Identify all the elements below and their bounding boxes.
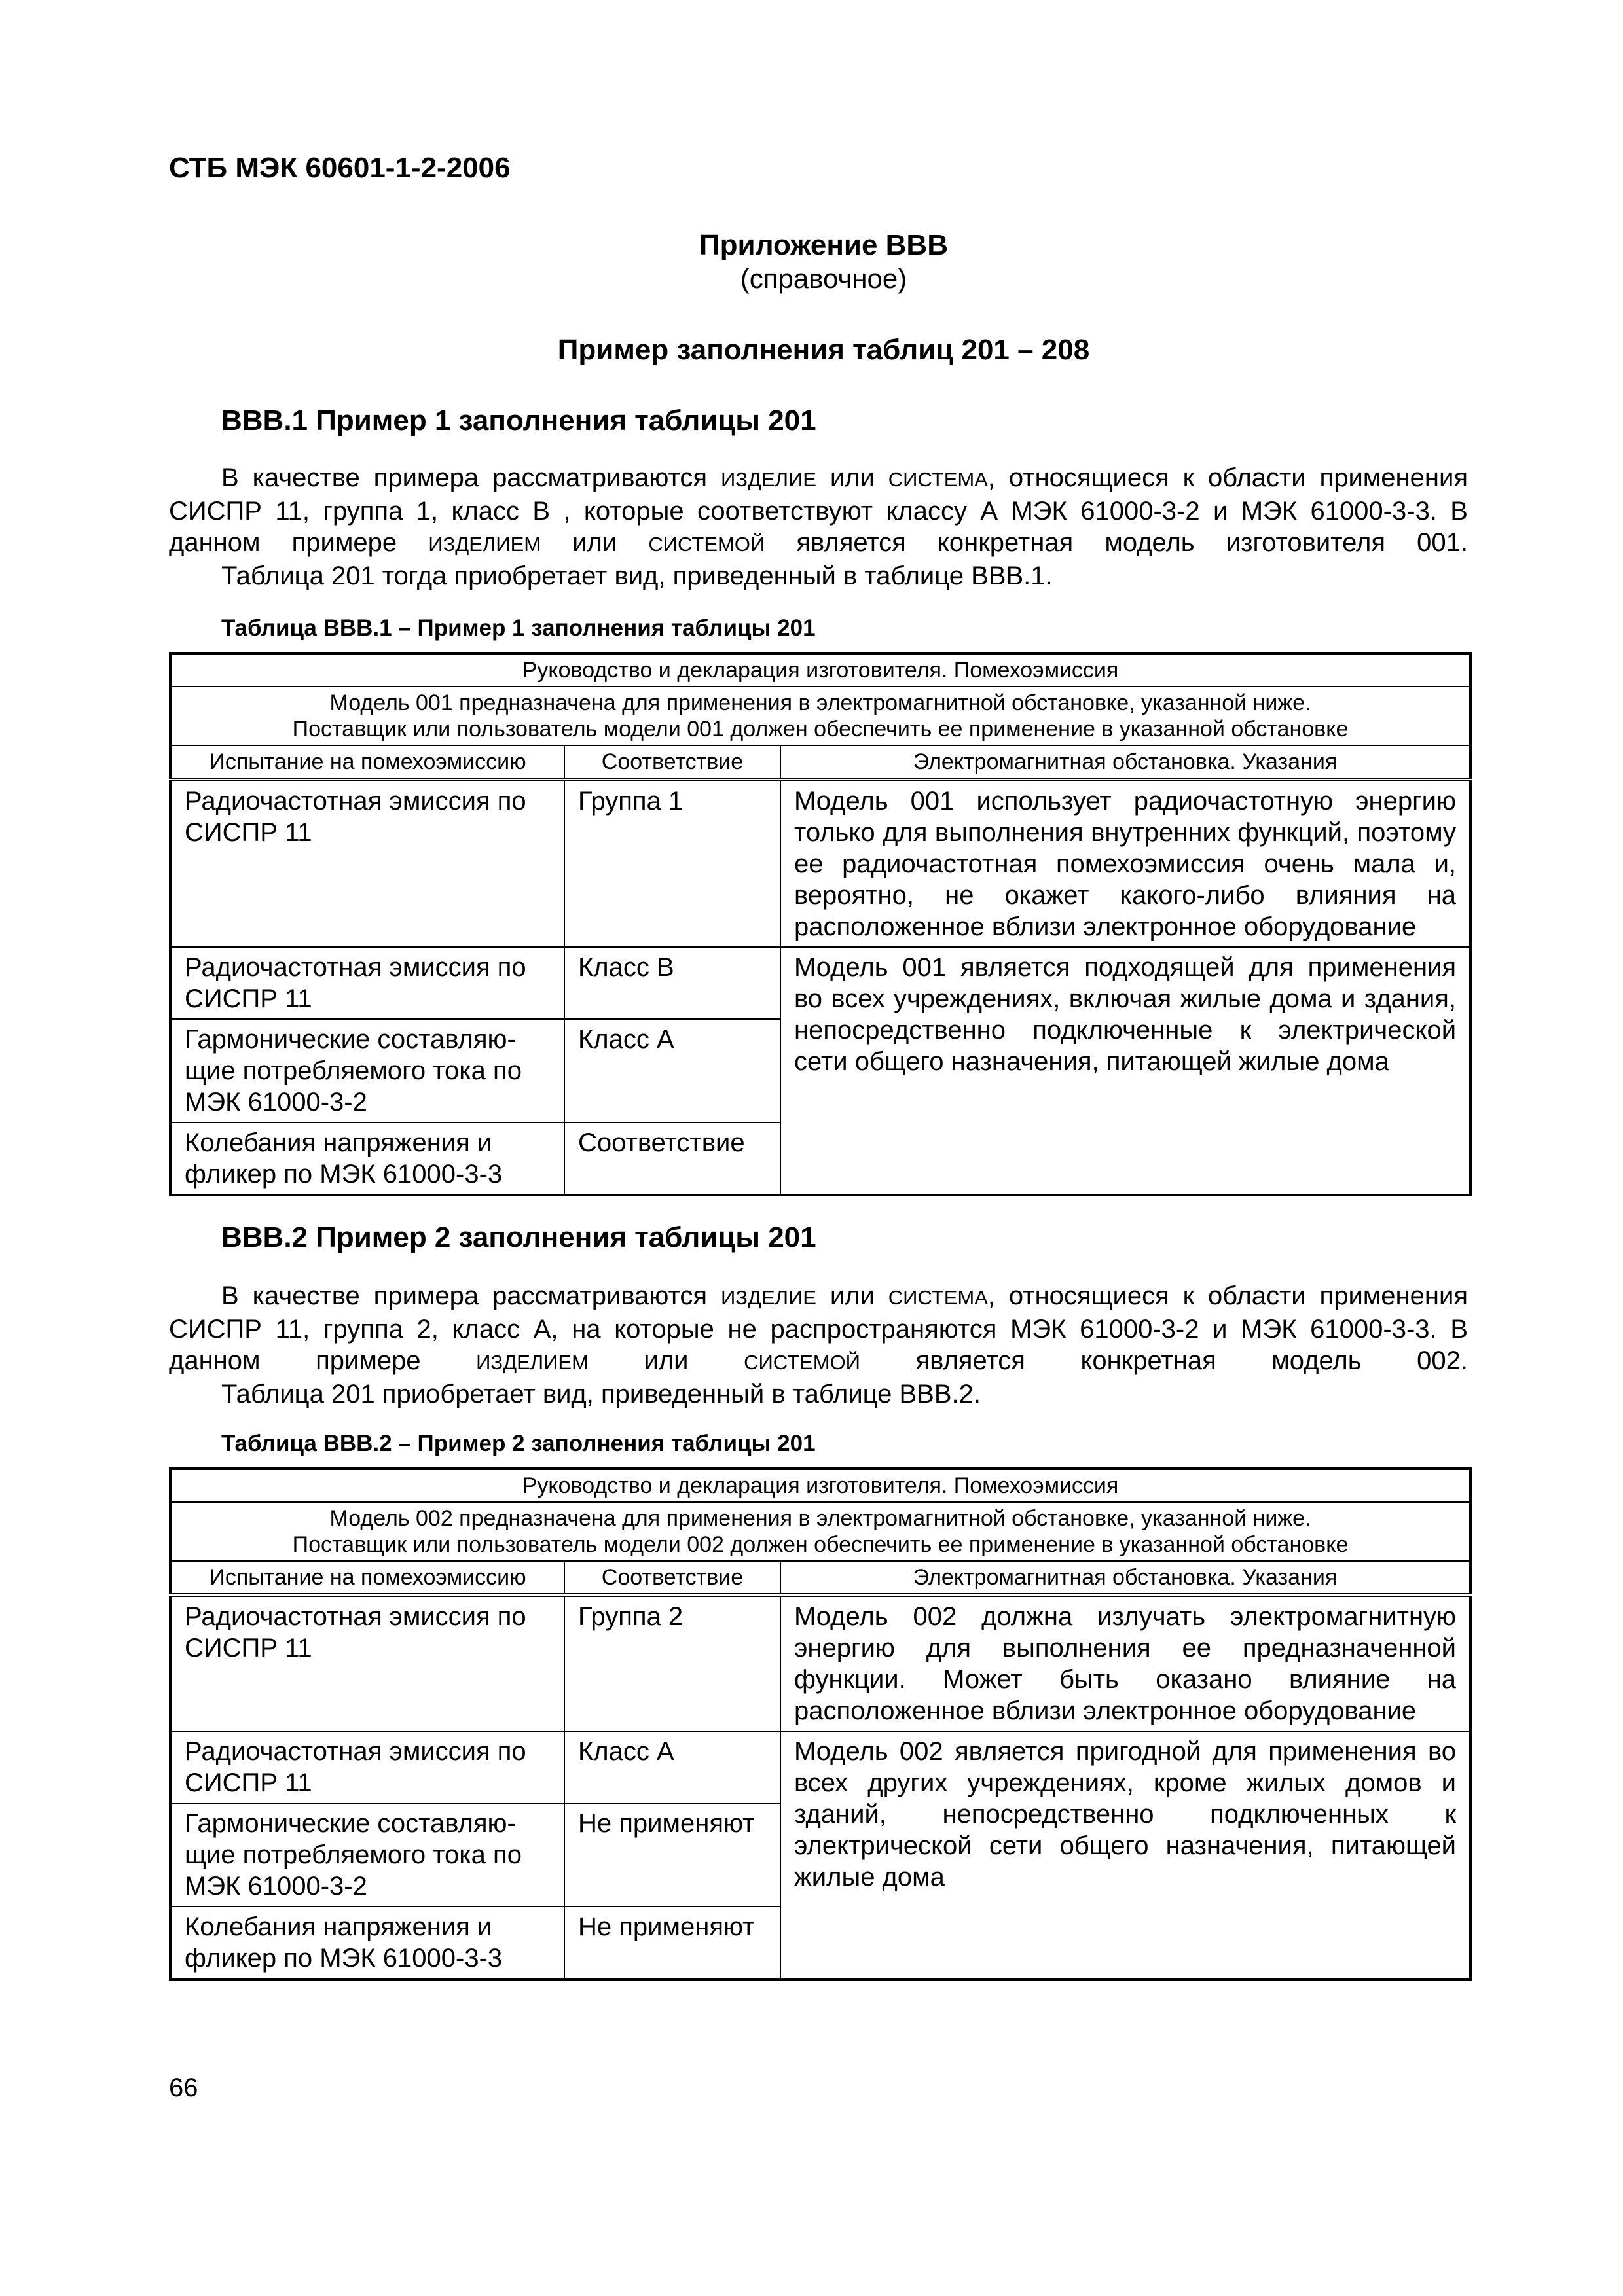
table-cell-compliance: Класс В: [564, 947, 780, 1019]
main-title: Пример заполнения таблиц 201 – 208: [557, 334, 1090, 366]
table-cell-test: Гармонические составляю-щие потребляемого тока по МЭК 61000-3-2: [170, 1019, 564, 1122]
appendix-subtitle: (справочное): [740, 263, 907, 294]
table-2-col-guidance: Электромагнитная обстановка. Указания: [780, 1561, 1470, 1595]
table-2-col-compliance: Соответствие: [564, 1561, 780, 1595]
table-1-col-test: Испытание на помехоэмиссию: [170, 745, 564, 780]
table-cell-compliance: Соответствие: [564, 1122, 780, 1195]
section-2-text: [169, 1280, 1468, 1410]
table-row: [170, 780, 1470, 947]
table-bbb-2: [169, 1467, 1472, 1981]
table-cell-test: Радиочастотная эмиссия по СИСПР 11: [170, 1731, 564, 1803]
table-row: [170, 1731, 1470, 1803]
section-2-paragraph: В качестве примера рассматриваются ИЗДЕЛИЕ или СИСТЕМА, относящиеся к области применения СИСПР 11, группа 2, класс А, на которые не распространяются МЭК 61000-3-2 и МЭК 61000-3-3. В данном примере ИЗДЕЛИЕМ или СИСТЕМОЙ является конкретная модель 002.: [169, 1282, 1468, 1375]
table-cell-guidance: Модель 002 должна излучать электромагнитную энергию для выполнения ее предназначенной функции. Может быть оказано влияние на расположенное вблизи электронное оборудование: [780, 1595, 1470, 1731]
section-2-paragraph-2: Таблица 201 приобретает вид, приведенный в таблице ВВВ.2.: [221, 1380, 981, 1408]
table-cell-test: Колебания напряжения и фликер по МЭК 61000-3-3: [170, 1122, 564, 1195]
table-cell-guidance: Модель 002 является пригодной для применения во всех других учреждениях, кроме жилых домов и зданий, непосредственно подключенных к электрической сети общего назначения, питающей жилые дома: [780, 1731, 1470, 1979]
table-row: [170, 947, 1470, 1019]
table-2-intro: Модель 002 предназначена для применения в электромагнитной обстановке, указанной ниже. Поставщик или пользователь модели 002 должен обеспечить ее применение в указанной обстановке: [170, 1502, 1470, 1561]
section-1-paragraph: В качестве примера рассматриваются ИЗДЕЛИЕ или СИСТЕМА, относящиеся к области применения СИСПР 11, группа 1, класс В , которые соответствуют классу А МЭК 61000-3-2 и МЭК 61000-3-3. В данном примере ИЗДЕЛИЕМ или СИСТЕМОЙ является конкретная модель изготовителя 001.: [169, 463, 1468, 557]
table-cell-compliance: Класс А: [564, 1731, 780, 1803]
table-2-title: Руководство и декларация изготовителя. Помехоэмиссия: [170, 1469, 1470, 1502]
page-number: 66: [169, 2073, 198, 2102]
table-cell-guidance: Модель 001 является подходящей для применения во всех учреждениях, включая жилые дома и здания, непосредственно подключенные к электрической сети общего назначения, питающей жилые дома: [780, 947, 1470, 1195]
table-cell-compliance: Группа 1: [564, 780, 780, 947]
section-1-paragraph-2: Таблица 201 тогда приобретает вид, приведенный в таблице ВВВ.1.: [221, 562, 1053, 590]
table-2-caption: Таблица ВВВ.2 – Пример 2 заполнения таблицы 201: [221, 1431, 816, 1456]
table-cell-test: Радиочастотная эмиссия по СИСПР 11: [170, 780, 564, 947]
table-1-col-compliance: Соответствие: [564, 745, 780, 780]
section-1-text: [169, 462, 1468, 592]
document-code: СТБ МЭК 60601-1-2-2006: [169, 152, 511, 184]
table-cell-test: Гармонические составляю-щие потребляемого тока по МЭК 61000-3-2: [170, 1803, 564, 1907]
table-row: [170, 1595, 1470, 1731]
table-cell-compliance: Не применяют: [564, 1907, 780, 1979]
section-1-heading: ВВВ.1 Пример 1 заполнения таблицы 201: [221, 404, 816, 437]
table-2-col-test: Испытание на помехоэмиссию: [170, 1561, 564, 1595]
table-cell-compliance: Класс А: [564, 1019, 780, 1122]
table-1-title: Руководство и декларация изготовителя. Помехоэмиссия: [170, 653, 1470, 687]
table-cell-compliance: Не применяют: [564, 1803, 780, 1907]
table-cell-compliance: Группа 2: [564, 1595, 780, 1731]
table-1-col-guidance: Электромагнитная обстановка. Указания: [780, 745, 1470, 780]
appendix-title: Приложение ВВВ: [699, 229, 948, 261]
table-bbb-1: [169, 652, 1472, 1196]
table-cell-test: Радиочастотная эмиссия по СИСПР 11: [170, 947, 564, 1019]
table-1-intro: Модель 001 предназначена для применения в электромагнитной обстановке, указанной ниже. Поставщик или пользователь модели 001 должен обеспечить ее применение в указанной обстановке: [170, 687, 1470, 745]
table-cell-guidance: Модель 001 использует радиочастотную энергию только для выполнения внутренних функций, поэтому ее радиочастотная помехоэмиссия очень мала и, вероятно, не окажет какого-либо влияния на расположенное вблизи электронное оборудование: [780, 780, 1470, 947]
table-cell-test: Колебания напряжения и фликер по МЭК 61000-3-3: [170, 1907, 564, 1979]
table-cell-test: Радиочастотная эмиссия по СИСПР 11: [170, 1595, 564, 1731]
table-1-caption: Таблица ВВВ.1 – Пример 1 заполнения таблицы 201: [221, 615, 816, 641]
section-2-heading: ВВВ.2 Пример 2 заполнения таблицы 201: [221, 1221, 816, 1253]
